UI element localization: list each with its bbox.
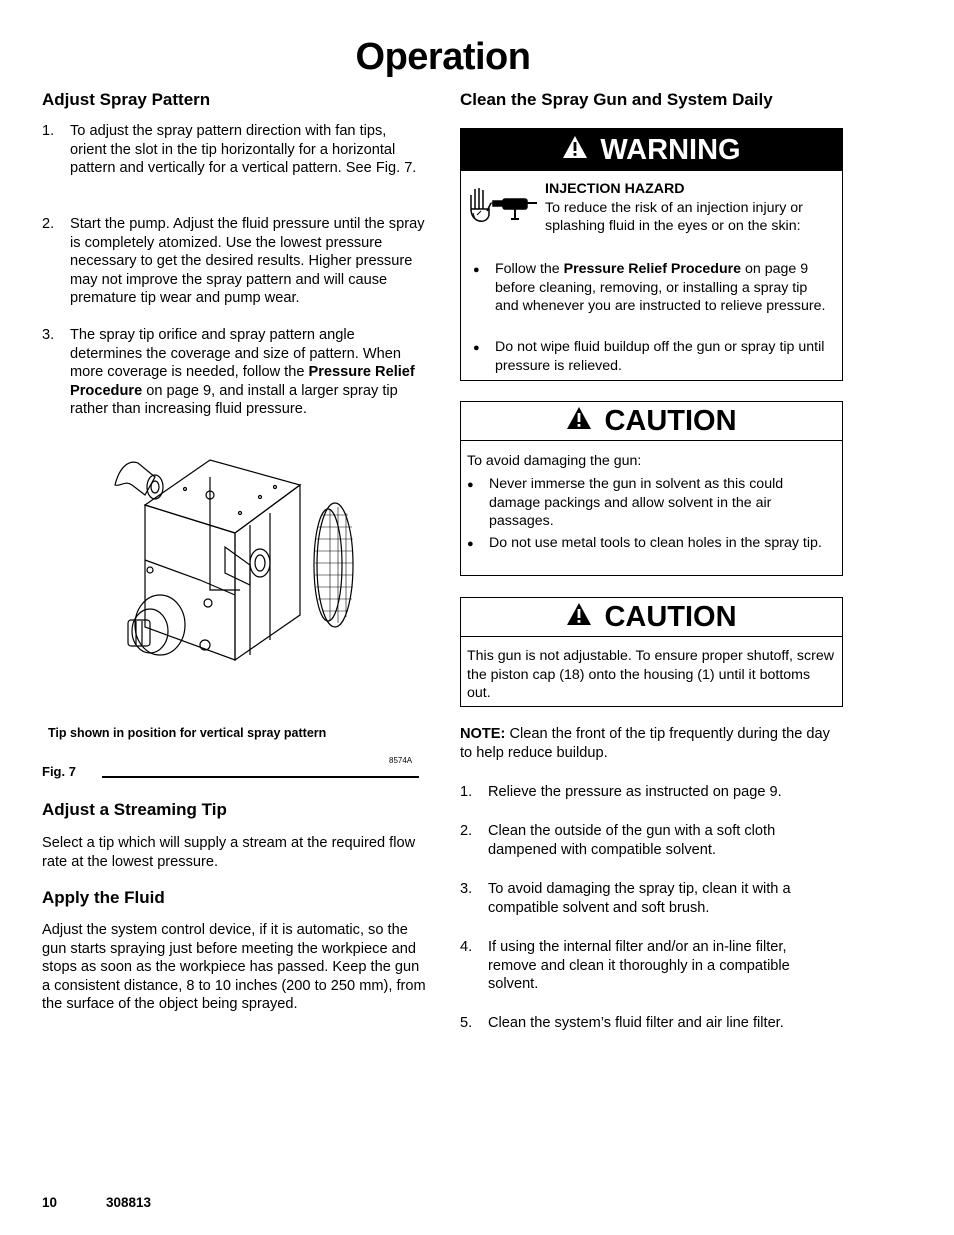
warning-title: WARNING: [600, 133, 741, 166]
bullet-icon: ●: [467, 479, 474, 491]
streaming-text: Select a tip which will supply a stream at the required flow rate at the lowest pressure.: [42, 835, 416, 870]
hazard-text: To reduce the risk of an injection injury or splashing fluid in the eyes or on the skin:: [545, 199, 803, 235]
caution-box-1: [460, 401, 843, 576]
list-number: 2.: [460, 823, 473, 839]
list-number: 4.: [460, 939, 473, 955]
caution-title: CAUTION: [604, 404, 737, 437]
hazard-title: INJECTION HAZARD: [545, 181, 685, 197]
figure-label: Fig. 7: [42, 764, 76, 779]
streaming-heading: Adjust a Streaming Tip: [42, 800, 227, 819]
warning-bullet-1: Follow the Pressure Relief Procedure on page 9 before cleaning, removing, or installing a spray tip and whenever you are instructed to relieve pressure.: [495, 261, 826, 315]
caution-intro: To avoid damaging the gun:: [467, 453, 642, 469]
caution-triangle-icon: [566, 601, 592, 634]
list-item: Relieve the pressure as instructed on page 9.: [488, 784, 782, 800]
caution-box-2: [460, 597, 843, 707]
caution-triangle-icon: [566, 405, 592, 438]
caution-bullet-2: Do not use metal tools to clean holes in the spray tip.: [489, 535, 822, 551]
bullet-icon: ●: [467, 538, 474, 550]
list-number: 3.: [42, 327, 55, 343]
adjust-spray-heading: Adjust Spray Pattern: [42, 90, 211, 109]
list-number: 3.: [460, 881, 473, 897]
list-number: 2.: [42, 216, 55, 232]
caution-bullet-1: Never immerse the gun in solvent as this could damage packings and allow solvent in the air passages.: [489, 476, 784, 530]
list-number: 1.: [42, 123, 55, 139]
note: NOTE: Clean the front of the tip frequently during the day to help reduce buildup.: [460, 726, 830, 761]
clean-heading: Clean the Spray Gun and System Daily: [460, 90, 773, 109]
warning-header: [461, 129, 842, 171]
bullet-icon: ●: [473, 264, 480, 276]
list-number: 5.: [460, 1015, 473, 1031]
list-item: Clean the system’s fluid filter and air line filter.: [488, 1015, 784, 1031]
page-number: 10: [42, 1195, 58, 1210]
list-item: The spray tip orifice and spray pattern angle determines the coverage and size of pattern. When more coverage is needed, follow the Pressure Relief Procedure on page 9, and install a larger spray tip rather than increasing fluid pressure.: [70, 327, 415, 418]
warning-triangle-icon: [562, 134, 588, 167]
list-item: Start the pump. Adjust the fluid pressure until the spray is completely atomized. Use the lowest pressure necessary to get the desired results. Higher pressure may not improve the spray pattern and will cause premature tip wear and pump wear.: [70, 216, 425, 307]
list-number: 1.: [460, 784, 473, 800]
list-item: If using the internal filter and/or an in-line filter, remove and clean it thoroughly in a compatible solvent.: [488, 939, 790, 993]
apply-heading: Apply the Fluid: [42, 888, 165, 907]
figure-rule: [102, 776, 419, 778]
spray-gun-illustration: [110, 455, 360, 685]
hazard-block: [545, 180, 825, 236]
list-item: To avoid damaging the spray tip, clean it with a compatible solvent and soft brush.: [488, 881, 791, 916]
injection-hazard-icon: [467, 185, 539, 234]
caution-header: [461, 402, 842, 441]
apply-text: Adjust the system control device, if it is automatic, so the gun starts spraying just before meeting the workpiece and stops as soon as the workpiece has passed. Keep the gun a consistent distance, 8 to 10 inches (200 to 250 mm), from the surface of the object being sprayed.: [42, 922, 426, 1013]
doc-number: 308813: [106, 1195, 152, 1210]
warning-bullet-2: Do not wipe fluid buildup off the gun or spray tip until pressure is relieved.: [495, 339, 825, 374]
warning-box: [460, 128, 843, 381]
caution-text: This gun is not adjustable. To ensure proper shutoff, screw the piston cap (18) onto the housing (1) until it bottoms out.: [467, 648, 834, 702]
bullet-icon: ●: [473, 342, 480, 354]
list-item: Clean the outside of the gun with a soft cloth dampened with compatible solvent.: [488, 823, 776, 858]
caution-title: CAUTION: [604, 600, 737, 633]
drawing-id: 8574A: [389, 756, 413, 765]
page-title: Operation: [355, 36, 531, 78]
list-item: To adjust the spray pattern direction with fan tips, orient the slot in the tip horizontally for a horizontal pattern and vertically for a vertical pattern. See Fig. 7.: [70, 123, 417, 177]
caution-header: [461, 598, 842, 637]
figure-caption: Tip shown in position for vertical spray pattern: [48, 726, 327, 740]
